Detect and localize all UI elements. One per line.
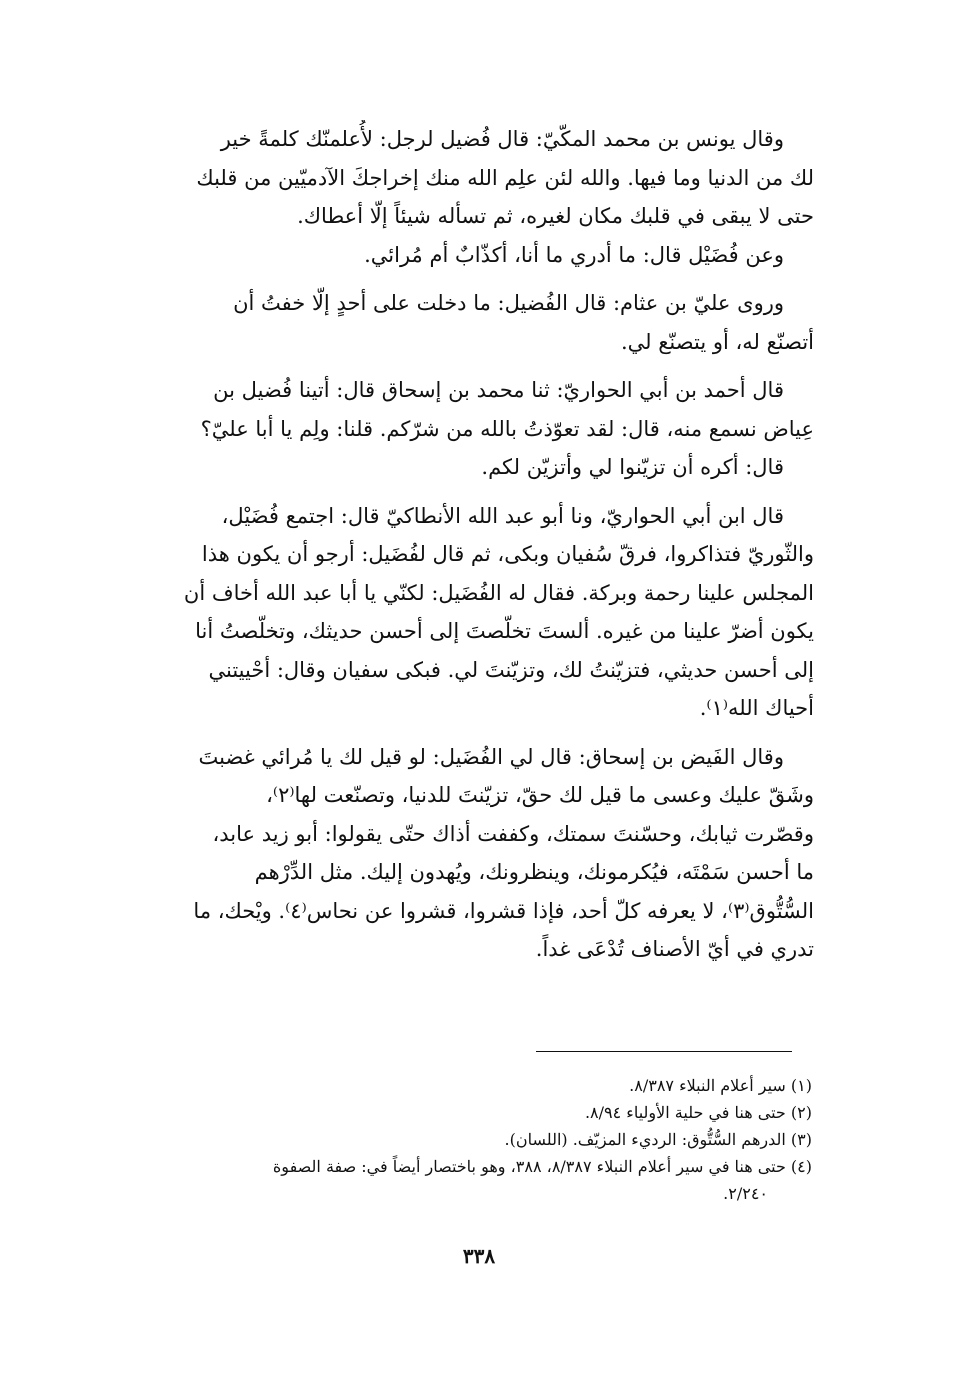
page-number: ٣٣٨ [462, 1244, 496, 1268]
text-line: وقال يونس بن محمد المكّيّ: قال فُضيل لرجل: لأُعلمنّك كلمةً خير [220, 127, 784, 151]
text-line: لك من الدنيا وما فيها. والله لئن علِم الله منك إخراجكَ الآدميّين من قلبك [196, 165, 814, 190]
text-line: وعن فُضَيْل قال: ما أدري ما أنا، أكذّابٌ أم مُرائي. [364, 242, 784, 267]
text-line: قال: أكره أن تزيّنوا لي وأتزيّن لكم. [481, 455, 784, 479]
text-line: السُّتُّوق⁽٣⁾، لا يعرفه كلّ أحد، فإذا قشروا، قشروا عن نحاس⁽٤⁾. ويْحك، ما [193, 898, 814, 923]
footnote-divider [536, 1051, 792, 1052]
text-line: قال ابن أبي الحواريّ، ونا أبو عبد الله الأنطاكيّ قال: اجتمع فُضَيْل، [221, 503, 784, 528]
text-line: يكون أضرّ علينا من غيره. ألستَ تخلّصتَ إلى أحسن حديثك، وتخلّصتُ أنا [195, 619, 814, 643]
text-line: تدري في أيّ الأصناف تُدْعَى غداً. [535, 937, 814, 961]
footnote-3: (٣) الدرهم السُّتُّوق: الرديء المزيّف. (اللسان). [504, 1130, 812, 1149]
footnote-4: (٤) حتى هنا في سير أعلام النبلاء ٨/٣٨٧، ٣٨٨، وهو باختصار أيضاً في: صفة الصفوة [272, 1157, 812, 1176]
paragraph-3 [100, 371, 814, 487]
text-line: المجلس علينا رحمة وبركة. فقال له الفُضَيل: لكنّي يا أبا عبد الله أخاف أن [183, 580, 814, 605]
main-text [100, 120, 814, 969]
paragraph-5 [100, 738, 814, 969]
text-line: وشَقّ عليك وعسى ما قيل لك حقّ، تزيّنتَ للدنيا، وتصنّعت لها⁽٢⁾، [266, 783, 814, 807]
text-line: حتى لا يبقى في قلبك مكان لغيره، ثم تسأله شيئاً إلّا أعطاك. [297, 204, 814, 228]
text-line: عِياض نسمع منه، قال: لقد تعوّذتُ بالله من شرّكم. قلنا: ولِم يا أبا عليّ؟ [200, 416, 814, 441]
text-line: وقصّرت ثيابك، وحسّنتَ سمتك، وكففت أذاك حتّى يقولوا: أبو زيد عابد، [212, 821, 814, 846]
footnote-1: (١) سير أعلام النبلاء ٨/٣٨٧. [629, 1076, 812, 1095]
text-line: أحياك الله⁽١⁾. [699, 696, 814, 720]
text-line: أتصنّع له، أو يتصنّع لي. [621, 329, 814, 354]
paragraph-2 [100, 284, 814, 361]
footnote-2: (٢) حتى هنا في حلية الأولياء ٨/٩٤. [584, 1103, 812, 1122]
text-line: وقال الفَيض بن إسحاق: قال لي الفُضَيل: لو قيل لك يا مُرائي غضبتَ [198, 744, 784, 769]
text-line: ما أحسن سَمْتَه، فيُكرمونك، وينظرونك، ويُهدون إليك. مثل الدِّرْهم [254, 860, 814, 884]
text-line: قال أحمد بن أبي الحواريّ: ثنا محمد بن إسحاق قال: أتينا فُضيل بن [213, 378, 784, 402]
text-line: والثّوريّ فتذاكروا، فرقّ سُفيان وبكى، ثم قال لفُضَيل: أرجو أن يكون هذا [201, 542, 814, 566]
footnote-4-continuation: ٢/٢٤٠. [723, 1184, 768, 1203]
footnotes [108, 1072, 812, 1207]
paragraph-4 [100, 497, 814, 728]
text-line: إلى أحسن حديثي، فتزيّنتُ لك، وتزيّنتَ لي. فبكى سفيان وقال: أحْييتني [208, 657, 814, 682]
paragraph-1 [100, 120, 814, 274]
text-line: وروى عليّ بن عثام: قال الفُضيل: ما دخلت على أحدٍ إلّا خفتُ أن [233, 291, 784, 315]
